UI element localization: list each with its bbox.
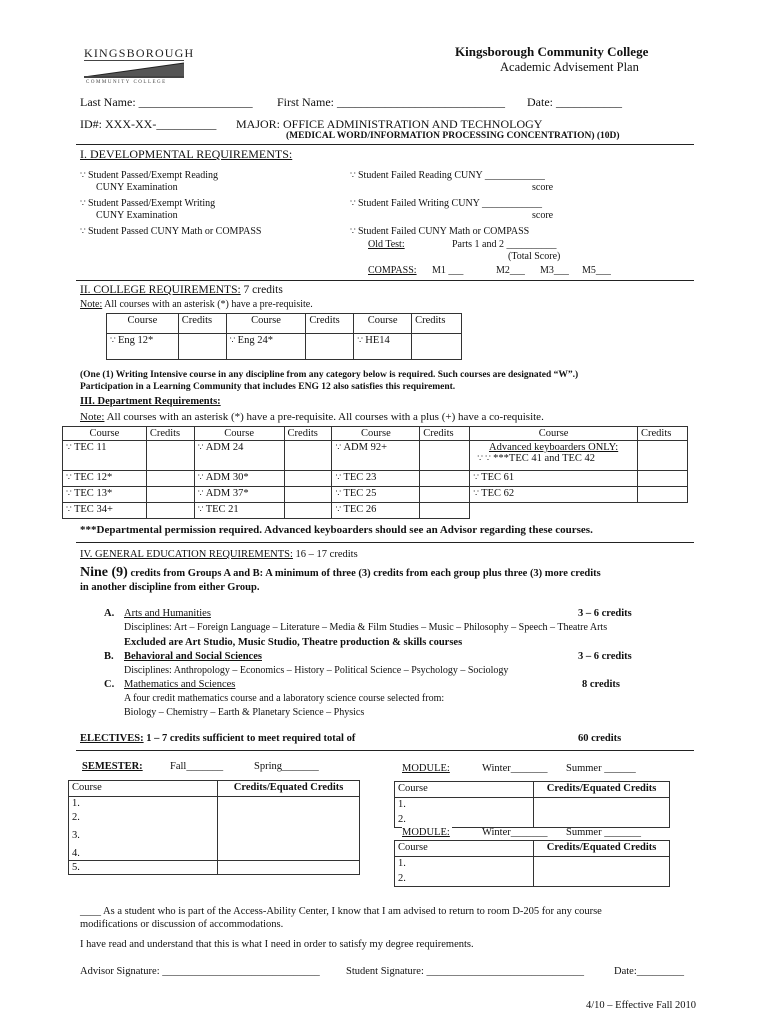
gen-ed-intro (80, 565, 601, 581)
note-label: Note: (80, 411, 105, 423)
col-header: Course (395, 782, 534, 798)
signature-date[interactable]: Date:_________ (614, 966, 684, 977)
section-2-credits: 7 credits (243, 284, 283, 296)
col-header: Course (354, 314, 412, 334)
course-cell: ∵ TEC 12* (63, 471, 147, 487)
module-2-summer[interactable]: Summer _______ (566, 827, 641, 838)
divider (76, 542, 694, 543)
first-name-field[interactable]: First Name: ____________________________ (277, 95, 505, 109)
advanced-courses: ∵ ***TEC 41 and TEC 42 (485, 453, 595, 464)
course-cell: ∵ ADM 37* (194, 487, 284, 503)
credits-cell[interactable] (284, 487, 332, 503)
note-text: All courses with an asterisk (*) have a pre-requisite. All courses with a plus (+) have a co-requisite. (106, 411, 544, 423)
col-header: Course (194, 427, 284, 441)
logo-text: KINGSBOROUGH (84, 46, 195, 60)
id-field[interactable]: ID#: XXX-XX-__________ (80, 117, 217, 131)
divider (76, 144, 694, 145)
credits-cell[interactable] (284, 471, 332, 487)
course-row[interactable]: 2. (395, 813, 534, 828)
course-row[interactable]: 2. (395, 872, 534, 887)
course-cell: ∵ Eng 24* (226, 334, 306, 360)
group-b-letter: B. (104, 651, 114, 662)
credits-cell[interactable] (420, 441, 470, 471)
credits-cell[interactable] (534, 872, 670, 887)
credits-cell[interactable] (146, 471, 194, 487)
credits-cell[interactable] (420, 487, 470, 503)
electives-label: ELECTIVES: (80, 733, 144, 744)
empty-cell (638, 503, 688, 519)
college-logo (84, 46, 195, 85)
course-cell: ∵ ADM 92+ (332, 441, 420, 471)
advanced-line (473, 453, 634, 464)
student-signature[interactable]: Student Signature: ______________________________ (346, 966, 584, 977)
passed-reading-sub: CUNY Examination (96, 182, 178, 193)
col-header: Credits/Equated Credits (534, 841, 670, 857)
group-a-line: Disciplines: Art – Foreign Language – Literature – Media & Film Studies – Music – Philosophy – Speech – Theatre Arts (124, 622, 608, 633)
group-a-letter: A. (104, 608, 115, 619)
effective-date: 4/10 – Effective Fall 2010 (586, 1000, 697, 1011)
col-header: Credits (178, 314, 226, 334)
major-title: MAJOR: OFFICE ADMINISTRATION AND TECHNOLOGY (236, 117, 543, 131)
module-1-label (402, 763, 450, 774)
concentration: (MEDICAL WORD/INFORMATION PROCESSING CONCENTRATION) (10D) (286, 131, 620, 141)
course-row[interactable]: 4. (69, 845, 218, 861)
group-a-title: Arts and Humanities (124, 608, 211, 619)
divider (76, 750, 694, 751)
course-cell: ∵ TEC 11 (63, 441, 147, 471)
credits-cell[interactable] (284, 441, 332, 471)
failed-writing-score: score (532, 210, 554, 221)
group-a-credits: 3 – 6 credits (578, 608, 632, 619)
col-header: Course (107, 314, 179, 334)
col-header: Credits (638, 427, 688, 441)
note-label: Note: (80, 299, 103, 310)
col-header: Course (63, 427, 147, 441)
course-cell: ∵ TEC 62 (470, 487, 638, 503)
credits-cell[interactable] (218, 797, 360, 811)
failed-writing: ∵ Student Failed Writing CUNY ____________ (350, 198, 542, 209)
passed-math: ∵ Student Passed CUNY Math or COMPASS (80, 226, 261, 237)
col-header: Course (332, 427, 420, 441)
course-cell: ∵ TEC 21 (194, 503, 284, 519)
credits-cell[interactable] (534, 813, 670, 828)
section-2-note (80, 299, 313, 310)
credits-cell[interactable] (218, 861, 360, 875)
col-header: Credits/Equated Credits (218, 781, 360, 797)
semester-table (68, 780, 360, 875)
credits-cell[interactable] (284, 503, 332, 519)
module-1-summer[interactable]: Summer ______ (566, 763, 636, 774)
group-c-credits: 8 credits (582, 679, 621, 690)
section-4-title: IV. GENERAL EDUCATION REQUIREMENTS: (80, 549, 293, 560)
passed-writing-sub: CUNY Examination (96, 210, 178, 221)
course-row[interactable]: 5. (69, 861, 218, 875)
course-row[interactable]: 2. (69, 811, 218, 827)
understand-statement: I have read and understand that this is what I need in order to satisfy my degree requirements. (80, 939, 474, 950)
module-label: MODULE: (402, 827, 450, 838)
col-header: Credits/Equated Credits (534, 782, 670, 798)
module-2-label (402, 827, 452, 838)
credits-cell[interactable] (534, 798, 670, 813)
failed-reading: ∵ Student Failed Reading CUNY ____________ (350, 170, 545, 181)
credits-cell[interactable] (306, 334, 354, 360)
advanced-cell (470, 441, 638, 471)
course-row[interactable]: 1. (395, 798, 534, 813)
col-header: Credits (306, 314, 354, 334)
advanced-heading: Advanced keyboarders ONLY: (488, 442, 619, 453)
col-header: Credits (420, 427, 470, 441)
module-2-winter[interactable]: Winter_______ (482, 827, 548, 838)
intro-text: credits from Groups A and B: A minimum of three (3) credits from each group plus three (3) more credits (127, 568, 601, 579)
course-cell: ∵ TEC 25 (332, 487, 420, 503)
section-3-heading: III. Department Requirements: (80, 396, 221, 407)
credits-cell[interactable] (218, 811, 360, 827)
old-test-label: Old Test: (368, 239, 405, 250)
credits-cell[interactable] (178, 334, 226, 360)
col-header: Course (395, 841, 534, 857)
credits-cell[interactable] (218, 845, 360, 861)
date-field[interactable]: Date: ___________ (527, 95, 622, 109)
passed-reading: ∵ Student Passed/Exempt Reading (80, 170, 218, 181)
passed-writing: ∵ Student Passed/Exempt Writing (80, 198, 215, 209)
course-cell: ∵ Eng 12* (107, 334, 179, 360)
credits-cell[interactable] (146, 503, 194, 519)
section-2-title: II. COLLEGE REQUIREMENTS: (80, 284, 241, 296)
college-name: Kingsborough Community College (455, 44, 649, 59)
compass-m5[interactable]: M5___ (582, 265, 611, 276)
compass-m3[interactable]: M3___ (540, 265, 569, 276)
col-header: Credits (412, 314, 462, 334)
course-cell: ∵ TEC 23 (332, 471, 420, 487)
credits-cell[interactable] (638, 487, 688, 503)
electives-total: 60 credits (578, 733, 622, 744)
section-3-note (80, 411, 544, 423)
access-ability-line-2: modifications or discussion of accommodations. (80, 919, 284, 930)
course-cell: ∵ TEC 13* (63, 487, 147, 503)
group-b-line: Disciplines: Anthropology – Economics – History – Political Science – Psychology – Sociology (124, 665, 509, 676)
col-header: Credits (146, 427, 194, 441)
module-1-winter[interactable]: Winter_______ (482, 763, 548, 774)
course-cell: ∵ TEC 26 (332, 503, 420, 519)
credits-cell[interactable] (146, 441, 194, 471)
course-cell: ∵ ADM 24 (194, 441, 284, 471)
logo-tagline: COMMUNITY COLLEGE (86, 80, 167, 85)
col-header: Course (226, 314, 306, 334)
compass-m2[interactable]: M2___ (496, 265, 525, 276)
course-cell: ∵ ADM 30* (194, 471, 284, 487)
course-cell: ∵ TEC 34+ (63, 503, 147, 519)
credits-cell[interactable] (638, 471, 688, 487)
group-b-credits: 3 – 6 credits (578, 651, 632, 662)
logo-graphic (84, 60, 184, 78)
course-row[interactable]: 3. (69, 827, 218, 845)
credits-cell[interactable] (218, 827, 360, 845)
module-label: MODULE: (402, 763, 450, 774)
semester-fall[interactable]: Fall_______ (170, 761, 224, 772)
credits-cell[interactable] (420, 471, 470, 487)
electives-row (80, 733, 355, 744)
gen-ed-intro-2: in another discipline from either Group. (80, 582, 260, 593)
advisor-signature[interactable]: Advisor Signature: ______________________________ (80, 966, 320, 977)
credits-cell[interactable] (146, 487, 194, 503)
course-cell: ∵ HE14 (354, 334, 412, 360)
group-c-line: Biology – Chemistry – Earth & Planetary Science – Physics (124, 707, 365, 718)
section-4-credits: 16 – 17 credits (295, 549, 358, 560)
col-header: Course (470, 427, 638, 441)
last-name-field[interactable]: Last Name: ___________________ (80, 95, 253, 109)
failed-math: ∵ Student Failed CUNY Math or COMPASS (350, 226, 529, 237)
empty-cell (470, 503, 638, 519)
plan-title: Academic Advisement Plan (500, 60, 639, 74)
learning-note: Participation in a Learning Community that includes ENG 12 also satisfies this requirement. (80, 382, 456, 392)
group-c-letter: C. (104, 679, 115, 690)
col-header: Credits (284, 427, 332, 441)
department-footnote: ***Departmental permission required. Advanced keyboarders should see an Advisor regarding these courses. (80, 524, 593, 536)
credits-cell[interactable] (412, 334, 462, 360)
credits-cell[interactable] (638, 441, 688, 471)
group-c-title: Mathematics and Sciences (124, 679, 236, 690)
college-requirements-table (106, 313, 462, 360)
module-2-table (394, 840, 670, 887)
group-c-line: A four credit mathematics course and a laboratory science course selected from: (124, 693, 445, 704)
group-b-title: Behavioral and Social Sciences (124, 651, 262, 662)
section-4-heading (80, 549, 358, 560)
compass-label: COMPASS: (368, 265, 417, 276)
group-a-line: Excluded are Art Studio, Music Studio, Theatre production & skills courses (124, 637, 463, 648)
col-header: Course (69, 781, 218, 797)
credits-cell[interactable] (420, 503, 470, 519)
credits-cell[interactable] (534, 857, 670, 872)
semester-label: SEMESTER: (82, 761, 143, 772)
electives-text: 1 – 7 credits sufficient to meet required total of (146, 733, 356, 744)
course-cell: ∵ TEC 61 (470, 471, 638, 487)
failed-reading-score: score (532, 182, 554, 193)
department-requirements-table (62, 426, 688, 519)
access-ability-line-1: ____ As a student who is part of the Access-Ability Center, I know that I am advised to return to room D-205 for any course (80, 906, 602, 917)
old-test-value: Parts 1 and 2 __________ (452, 239, 557, 250)
semester-spring[interactable]: Spring_______ (254, 761, 319, 772)
total-score: (Total Score) (508, 251, 561, 262)
compass-m1[interactable]: M1 ___ (432, 265, 464, 276)
nine-credits: Nine (9) (80, 565, 128, 580)
section-1-heading: I. DEVELOPMENTAL REQUIREMENTS: (80, 147, 293, 161)
divider (76, 280, 694, 281)
module-1-table (394, 781, 670, 828)
writing-note: (One (1) Writing Intensive course in any discipline from any category below is required. Such courses are designated “W”.) (80, 370, 579, 380)
course-row[interactable]: 1. (395, 857, 534, 872)
note-text: All courses with an asterisk (*) have a pre-requisite. (104, 299, 313, 310)
section-2-heading (80, 284, 283, 296)
course-row[interactable]: 1. (69, 797, 218, 811)
